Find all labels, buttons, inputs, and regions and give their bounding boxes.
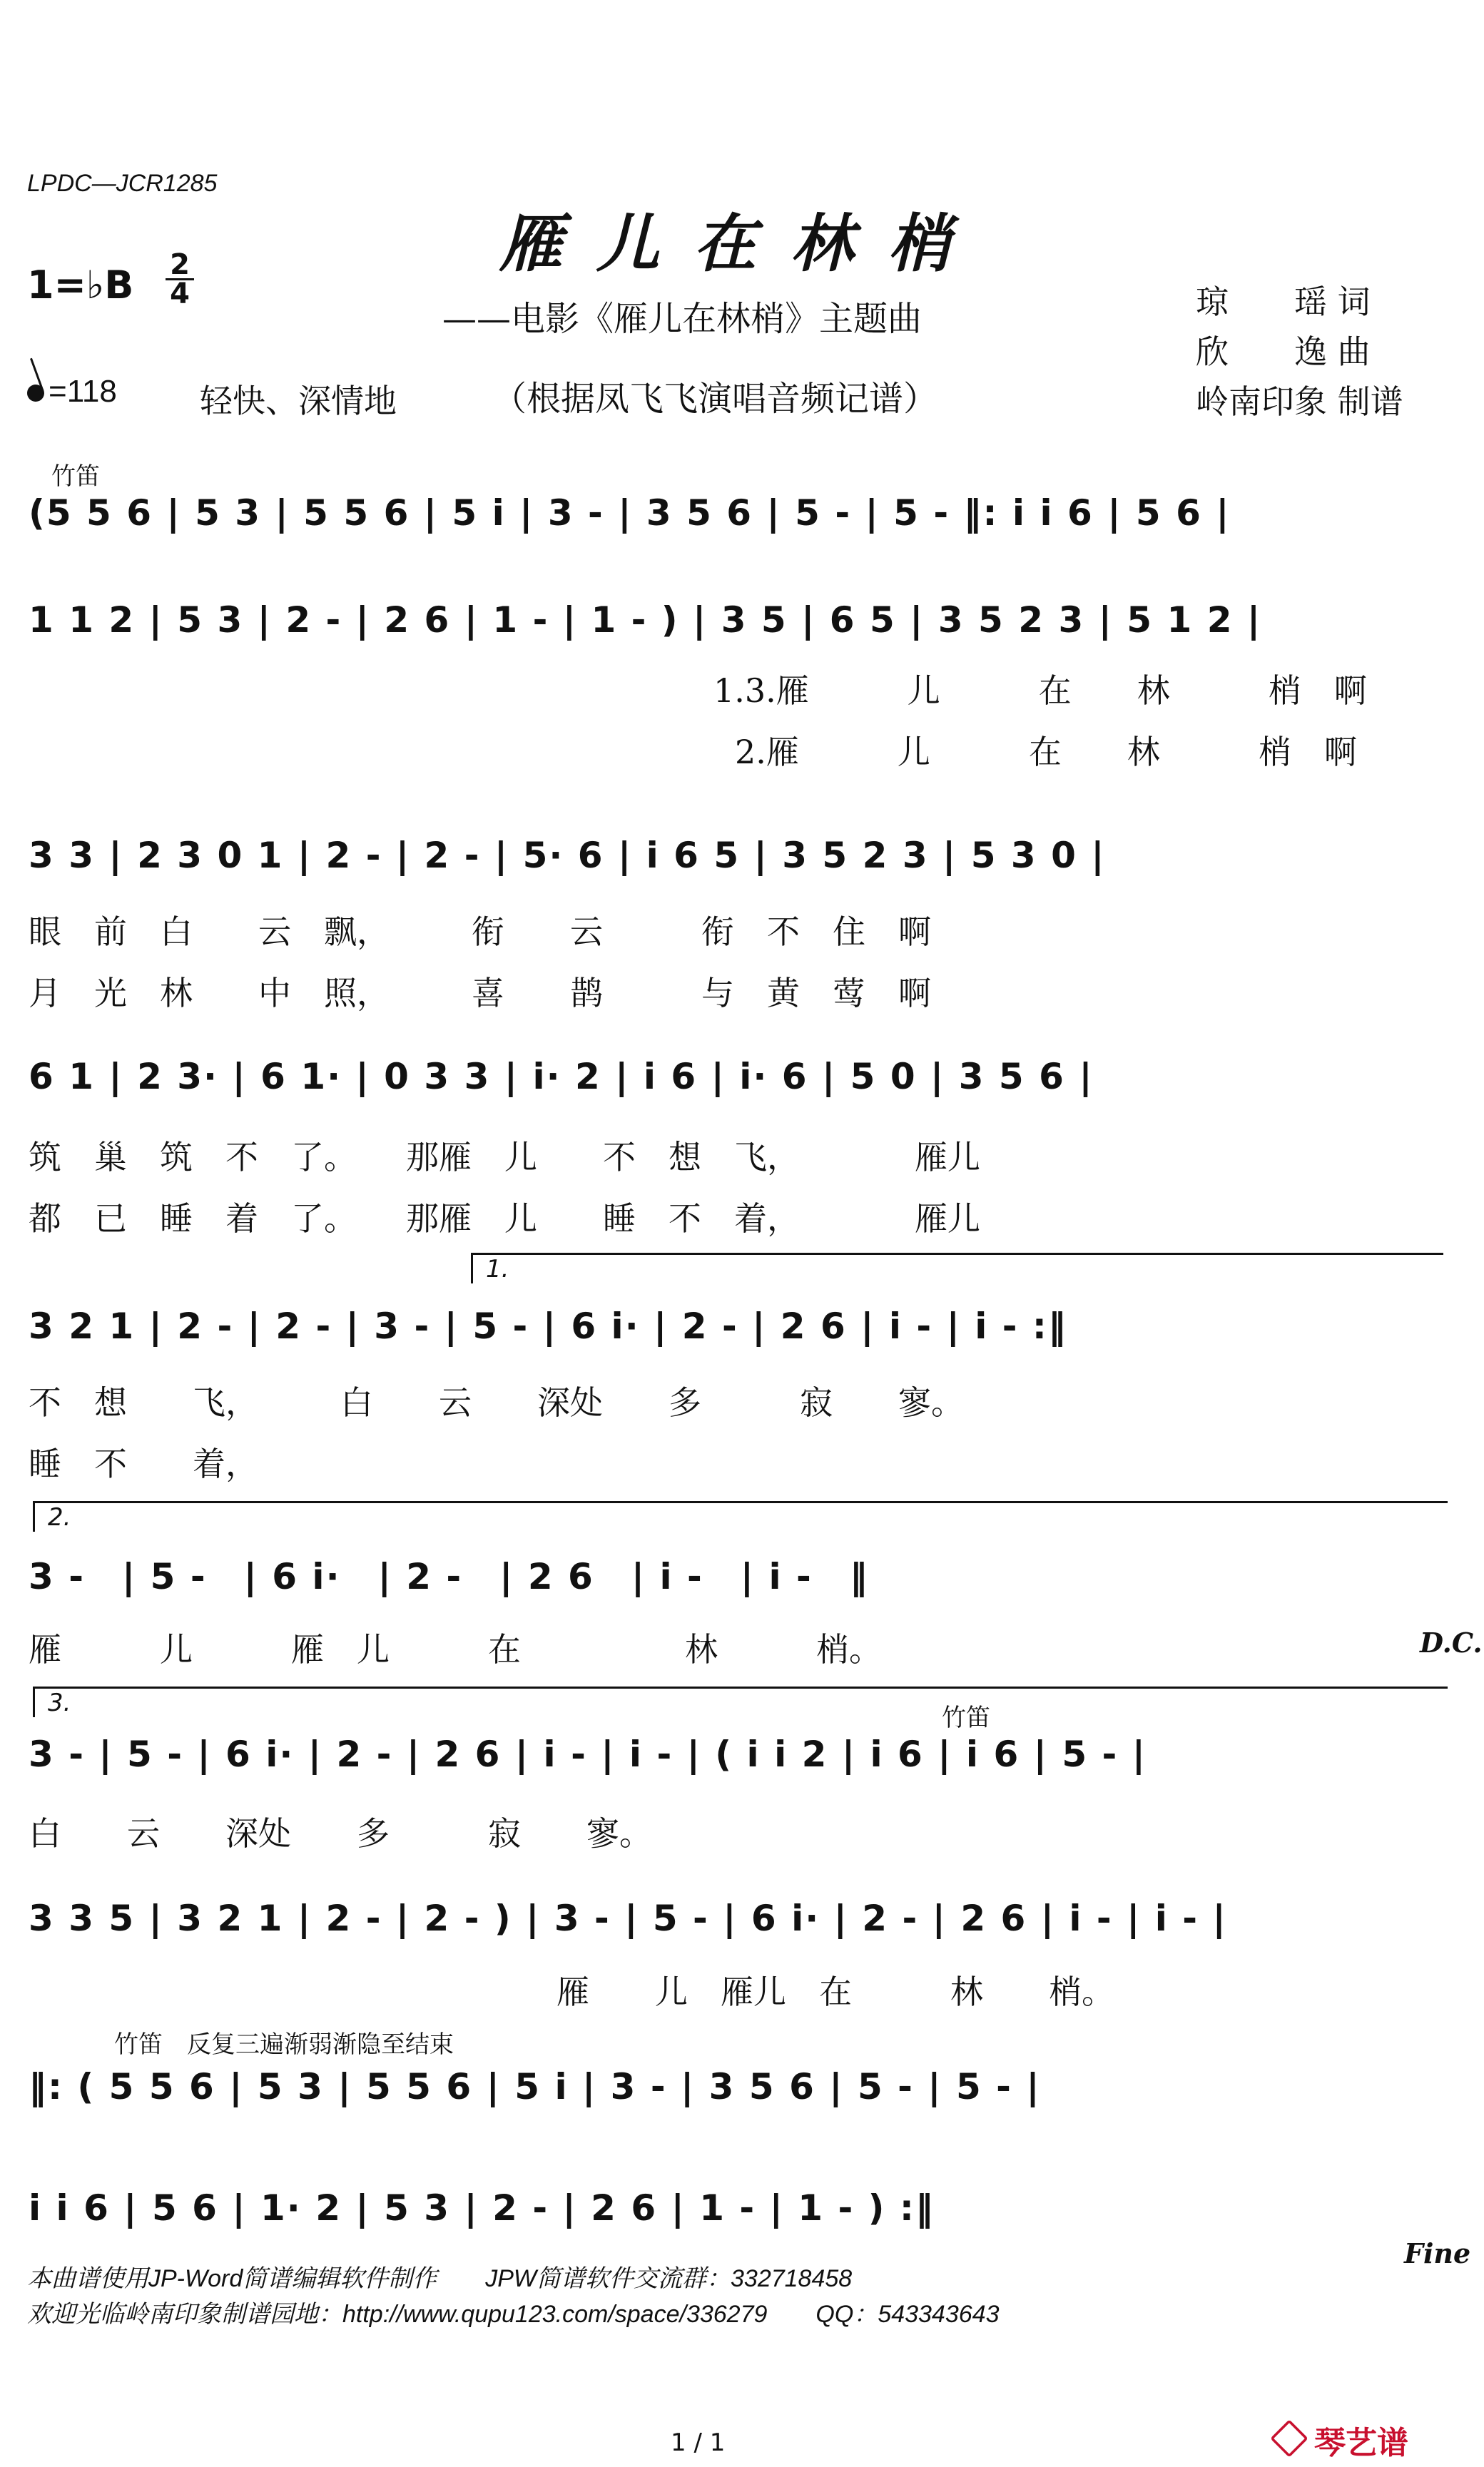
lyric-line: 白 云 深处 多 寂 寥。 xyxy=(29,1814,652,1853)
logo-text: 琴艺谱 xyxy=(1314,2425,1408,2461)
lyric-line: 雁 儿 雁儿 在 林 梢。 xyxy=(556,1973,1114,2011)
dc-marking: D.C. xyxy=(1420,1627,1483,1659)
volta-bracket xyxy=(33,1501,1448,1532)
fine-marking: Fine xyxy=(1404,2237,1471,2269)
score-code: LPDC—JCR1285 xyxy=(27,170,218,197)
software-note: 本曲谱使用JP-Word简谱编辑软件制作 JPW简谱软件交流群：332718458 xyxy=(27,2265,853,2292)
instrument-label: 竹笛 xyxy=(942,1704,990,1731)
notation-line: 3 - | 5 - | 6 i· | 2 - | 2 6 | i - | i - | ( i i 2 | i 6 | i 6 | 5 - | xyxy=(29,1734,1147,1775)
notation-line: 3 3 | 2 3 0 1 | 2 - | 2 - | 5· 6 | i 6 5 | 3 5 2 3 | 5 3 0 | xyxy=(29,835,1106,876)
time-signature-top: 2 xyxy=(170,248,190,281)
lyric-line: 眼 前 白 云 飘， 衔 云 衔 不 住 啊 xyxy=(29,912,931,951)
lyricist-credit: 琼 瑶 词 xyxy=(1196,283,1371,321)
volta-number: 3. xyxy=(48,1689,71,1717)
notation-line: 3 - | 5 - | 6 i· | 2 - | 2 6 | i - | i - ‖ xyxy=(29,1556,869,1597)
volta-bracket xyxy=(33,1687,1448,1717)
tempo-value: =118 xyxy=(49,374,117,409)
lyric-line: 筑 巢 筑 不 了。 那雁 儿 不 想 飞， 雁儿 xyxy=(29,1138,980,1176)
lyric-line: 雁 儿 雁 儿 在 林 梢。 xyxy=(29,1630,882,1669)
notation-line: (5 5 6 | 5 3 | 5 5 6 | 5 i | 3 - | 3 5 6 | 5 - | 5 - ‖: i i 6 | 5 6 | xyxy=(29,492,1231,534)
score-title: 雁儿在林梢 xyxy=(499,206,985,280)
site-logo xyxy=(1270,2417,1408,2463)
notation-line: 6 1 | 2 3· | 6 1· | 0 3 3 | i· 2 | i 6 | i· 6 | 5 0 | 3 5 6 | xyxy=(29,1056,1094,1097)
volta-number: 2. xyxy=(48,1503,71,1532)
page-number: 1 / 1 xyxy=(671,2428,726,2457)
lyric-line: 月 光 林 中 照， 喜 鹊 与 黄 莺 啊 xyxy=(29,974,931,1012)
instrument-label: 竹笛 反复三遍渐弱渐隐至结束 xyxy=(114,2031,454,2058)
key-signature: 1=♭B xyxy=(27,263,134,307)
lyric-line: 不 想 飞， 白 云 深处 多 寂 寥。 xyxy=(29,1383,964,1422)
volta-bracket xyxy=(471,1253,1443,1283)
volta-number: 1. xyxy=(486,1255,509,1283)
lyric-line: 都 已 睡 着 了。 那雁 儿 睡 不 着， 雁儿 xyxy=(29,1199,980,1238)
logo-icon xyxy=(1270,2419,1308,2457)
lyric-line: 2.雁 儿 在 林 梢 啊 xyxy=(735,733,1357,771)
time-signature xyxy=(166,248,194,310)
instrument-label: 竹笛 xyxy=(51,463,100,490)
notation-line: i i 6 | 5 6 | 1· 2 | 5 3 | 2 - | 2 6 | 1 - | 1 - ) :‖ xyxy=(29,2187,935,2229)
notation-line: 3 3 5 | 3 2 1 | 2 - | 2 - ) | 3 - | 5 - | 6 i· | 2 - | 2 6 | i - | i - | xyxy=(29,1898,1227,1939)
notation-line: 1 1 2 | 5 3 | 2 - | 2 6 | 1 - | 1 - ) | 3 5 | 6 5 | 3 5 2 3 | 5 1 2 | xyxy=(29,599,1262,641)
transcription-source: （根据凤飞飞演唱音频记谱） xyxy=(492,379,938,419)
arranger-credit: 岭南印象 制谱 xyxy=(1196,382,1403,421)
time-signature-bottom: 4 xyxy=(166,278,194,307)
lyric-line: 1.3.雁 儿 在 林 梢 啊 xyxy=(713,671,1367,710)
notation-line: 3 2 1 | 2 - | 2 - | 3 - | 5 - | 6 i· | 2 - | 2 6 | i - | i - :‖ xyxy=(29,1306,1067,1347)
score-subtitle: ——电影《雁儿在林梢》主题曲 xyxy=(442,299,923,339)
website-note: 欢迎光临岭南印象制谱园地：http://www.qupu123.com/space/336279 QQ：543343643 xyxy=(27,2301,1000,2328)
tempo-marking xyxy=(27,374,117,410)
expression-marking: 轻快、深情地 xyxy=(200,382,397,419)
notation-line: ‖: ( 5 5 6 | 5 3 | 5 5 6 | 5 i | 3 - | 3 5 6 | 5 - | 5 - | xyxy=(29,2066,1041,2107)
lyric-line: 睡 不 着， xyxy=(29,1445,258,1483)
credits xyxy=(1196,277,1403,427)
quarter-note-icon xyxy=(25,382,47,405)
composer-credit: 欣 逸 曲 xyxy=(1196,332,1371,371)
